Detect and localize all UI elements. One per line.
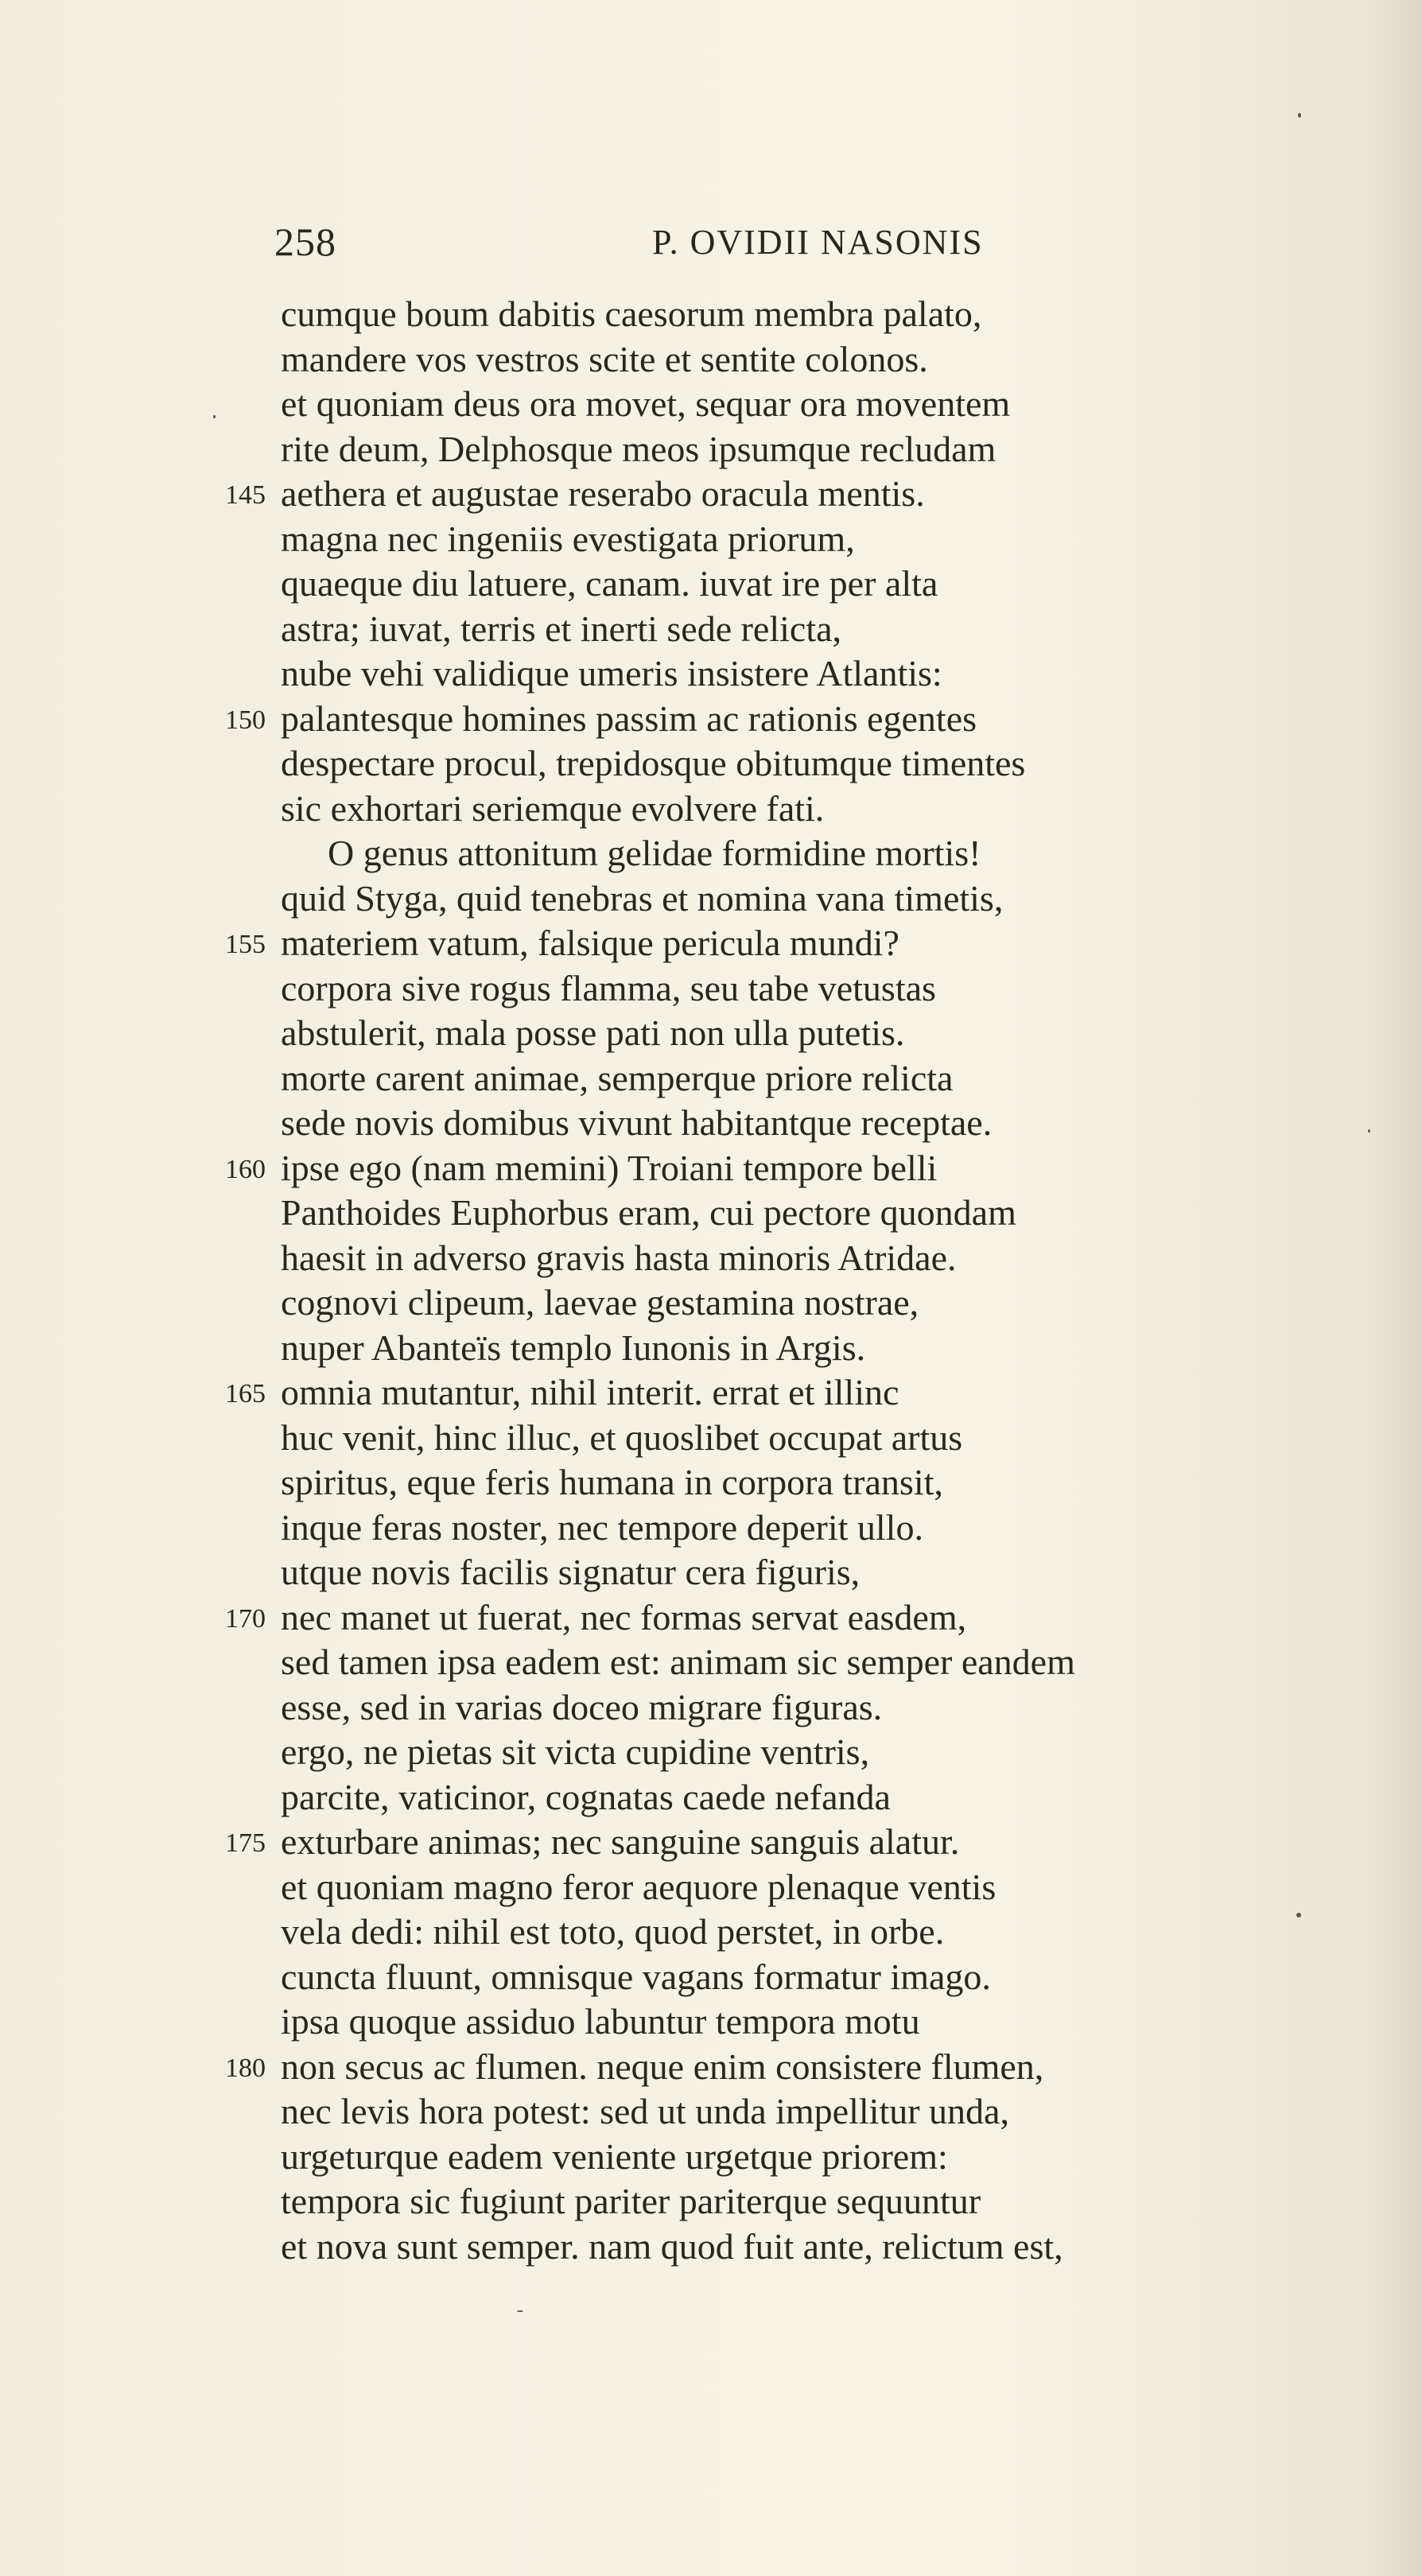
- paper-speck: [213, 415, 216, 418]
- verse-line: [278, 787, 1392, 832]
- verse-text: quaeque diu latuere, canam. iuvat ire per alta: [281, 563, 938, 604]
- verse-text: et nova sunt semper. nam quod fuit ante, relictum est,: [281, 2225, 1063, 2267]
- verse-line: [278, 1640, 1392, 1685]
- line-number: 170: [225, 1603, 266, 1634]
- verse-line: [278, 1685, 1392, 1731]
- verse-line: [278, 1730, 1392, 1775]
- verse-text: ergo, ne pietas sit victa cupidine ventris,: [281, 1731, 870, 1772]
- verse-text: cognovi clipeum, laevae gestamina nostrae,: [281, 1282, 919, 1323]
- verse-line: [278, 1460, 1392, 1506]
- verse-line: [225, 2045, 1392, 2090]
- poem-text: [225, 292, 1392, 2269]
- verse-line: [278, 2179, 1392, 2224]
- line-number: 175: [225, 1828, 266, 1858]
- verse-line: [278, 1326, 1392, 1371]
- verse-line: [278, 1416, 1392, 1461]
- verse-text: cuncta fluunt, omnisque vagans formatur imago.: [281, 1956, 991, 1997]
- page-number: 258: [274, 220, 336, 264]
- verse-text: sic exhortari seriemque evolvere fati.: [281, 787, 825, 829]
- verse-line: [278, 337, 1392, 383]
- paper-speck: [1298, 113, 1301, 118]
- verse-line: [278, 1506, 1392, 1551]
- paper-speck: [1296, 1913, 1301, 1917]
- verse-text: huc venit, hinc illuc, et quoslibet occupat artus: [281, 1416, 963, 1458]
- verse-text: esse, sed in varias doceo migrare figuras.: [281, 1686, 883, 1727]
- verse-text: utque novis facilis signatur cera figuris,: [281, 1552, 861, 1592]
- verse-text: urgeturque eadem veniente urgetque priorem:: [281, 2135, 948, 2177]
- verse-line: [278, 292, 1392, 337]
- verse-text: aethera et augustae reserabo oracula mentis.: [281, 473, 925, 514]
- line-number: 165: [225, 1379, 266, 1408]
- verse-text: palantesque homines passim ac rationis egentes: [281, 697, 977, 739]
- verse-line: [225, 1370, 1392, 1416]
- paper-speck: [1368, 1129, 1370, 1133]
- verse-text: haesit in adverso gravis hasta minoris Atridae.: [281, 1237, 957, 1278]
- verse-line: [278, 2135, 1392, 2180]
- verse-line: [278, 831, 1392, 876]
- verse-line: [278, 1550, 1392, 1595]
- verse-line: [278, 2224, 1392, 2270]
- running-title: P. OVIDII NASONIS: [652, 223, 984, 262]
- verse-line: [278, 741, 1392, 787]
- verse-text: mandere vos vestros scite et sentite colonos.: [281, 338, 928, 379]
- verse-text: astra; iuvat, terris et inerti sede relicta,: [281, 608, 842, 649]
- verse-text: ipse ego (nam memini) Troiani tempore belli: [281, 1147, 938, 1188]
- verse-line: [278, 382, 1392, 427]
- verse-text: quid Styga, quid tenebras et nomina vana timetis,: [281, 877, 1004, 919]
- verse-text: O genus attonitum gelidae formidine mortis!: [328, 833, 981, 873]
- line-number: 150: [225, 705, 266, 735]
- verse-text: despectare procul, trepidosque obitumque timentes: [281, 743, 1026, 783]
- verse-line: [278, 1056, 1392, 1102]
- verse-line: [278, 966, 1392, 1012]
- verse-text: morte carent animae, semperque priore relicta: [281, 1057, 954, 1098]
- verse-text: et quoniam deus ora movet, sequar ora moventem: [281, 383, 1011, 424]
- verse-line: [278, 876, 1392, 922]
- verse-text: magna nec ingeniis evestigata priorum,: [281, 518, 855, 559]
- paper-speck: [517, 2310, 523, 2312]
- verse-line: [278, 1011, 1392, 1056]
- verse-text: nuper Abanteïs templo Iunonis in Argis.: [281, 1327, 866, 1368]
- verse-line: [278, 1101, 1392, 1146]
- verse-text: cumque boum dabitis caesorum membra palato,: [281, 293, 982, 334]
- verse-text: tempora sic fugiunt pariter pariterque sequuntur: [281, 2181, 981, 2221]
- verse-line: [225, 697, 1392, 742]
- verse-text: parcite, vaticinor, cognatas caede nefanda: [281, 1776, 891, 1817]
- verse-text: non secus ac flumen. neque enim consistere flumen,: [281, 2046, 1044, 2087]
- line-number: 145: [225, 480, 266, 510]
- verse-text: inque feras noster, nec tempore deperit ullo.: [281, 1506, 923, 1548]
- verse-line: [278, 1191, 1392, 1236]
- verse-text: corpora sive rogus flamma, seu tabe vetustas: [281, 967, 936, 1008]
- verse-text: vela dedi: nihil est toto, quod perstet, in orbe.: [281, 1911, 945, 1952]
- verse-text: abstulerit, mala posse pati non ulla putetis.: [281, 1012, 905, 1053]
- verse-line: [225, 1820, 1392, 1865]
- verse-line: [278, 1775, 1392, 1820]
- verse-line: [278, 607, 1392, 652]
- verse-line: [278, 517, 1392, 562]
- verse-line: [225, 1595, 1392, 1641]
- line-number: 180: [225, 2053, 266, 2083]
- verse-text: sede novis domibus vivunt habitantque receptae.: [281, 1102, 993, 1143]
- verse-line: [278, 427, 1392, 472]
- verse-line: [278, 1236, 1392, 1281]
- verse-line: [278, 651, 1392, 697]
- verse-text: nec levis hora potest: sed ut unda impellitur unda,: [281, 2091, 1009, 2131]
- line-number: 155: [225, 930, 266, 959]
- verse-line: [278, 561, 1392, 607]
- verse-text: nec manet ut fuerat, nec formas servat easdem,: [281, 1596, 967, 1638]
- verse-line: [278, 1865, 1392, 1910]
- verse-text: rite deum, Delphosque meos ipsumque recludam: [281, 428, 997, 469]
- verse-text: sed tamen ipsa eadem est: animam sic semper eandem: [281, 1642, 1075, 1682]
- verse-line: [278, 1280, 1392, 1326]
- verse-line: [278, 1999, 1392, 2045]
- running-head: [274, 219, 1038, 274]
- verse-line: [278, 2089, 1392, 2135]
- verse-line: [225, 921, 1392, 966]
- verse-line: [278, 1955, 1392, 2000]
- verse-text: exturbare animas; nec sanguine sanguis alatur.: [281, 1821, 960, 1862]
- verse-line: [225, 1146, 1392, 1191]
- verse-text: nube vehi validique umeris insistere Atlantis:: [281, 653, 942, 694]
- verse-line: [278, 1910, 1392, 1955]
- line-number: 160: [225, 1154, 266, 1184]
- verse-text: spiritus, eque feris humana in corpora transit,: [281, 1462, 943, 1502]
- verse-text: materiem vatum, falsique pericula mundi?: [281, 923, 899, 963]
- verse-text: et quoniam magno feror aequore plenaque ventis: [281, 1866, 997, 1907]
- verse-text: ipsa quoque assiduo labuntur tempora motu: [281, 2001, 920, 2042]
- verse-text: omnia mutantur, nihil interit. errat et illinc: [281, 1372, 899, 1412]
- verse-text: Panthoides Euphorbus eram, cui pectore quondam: [281, 1192, 1016, 1233]
- verse-line: [225, 472, 1392, 517]
